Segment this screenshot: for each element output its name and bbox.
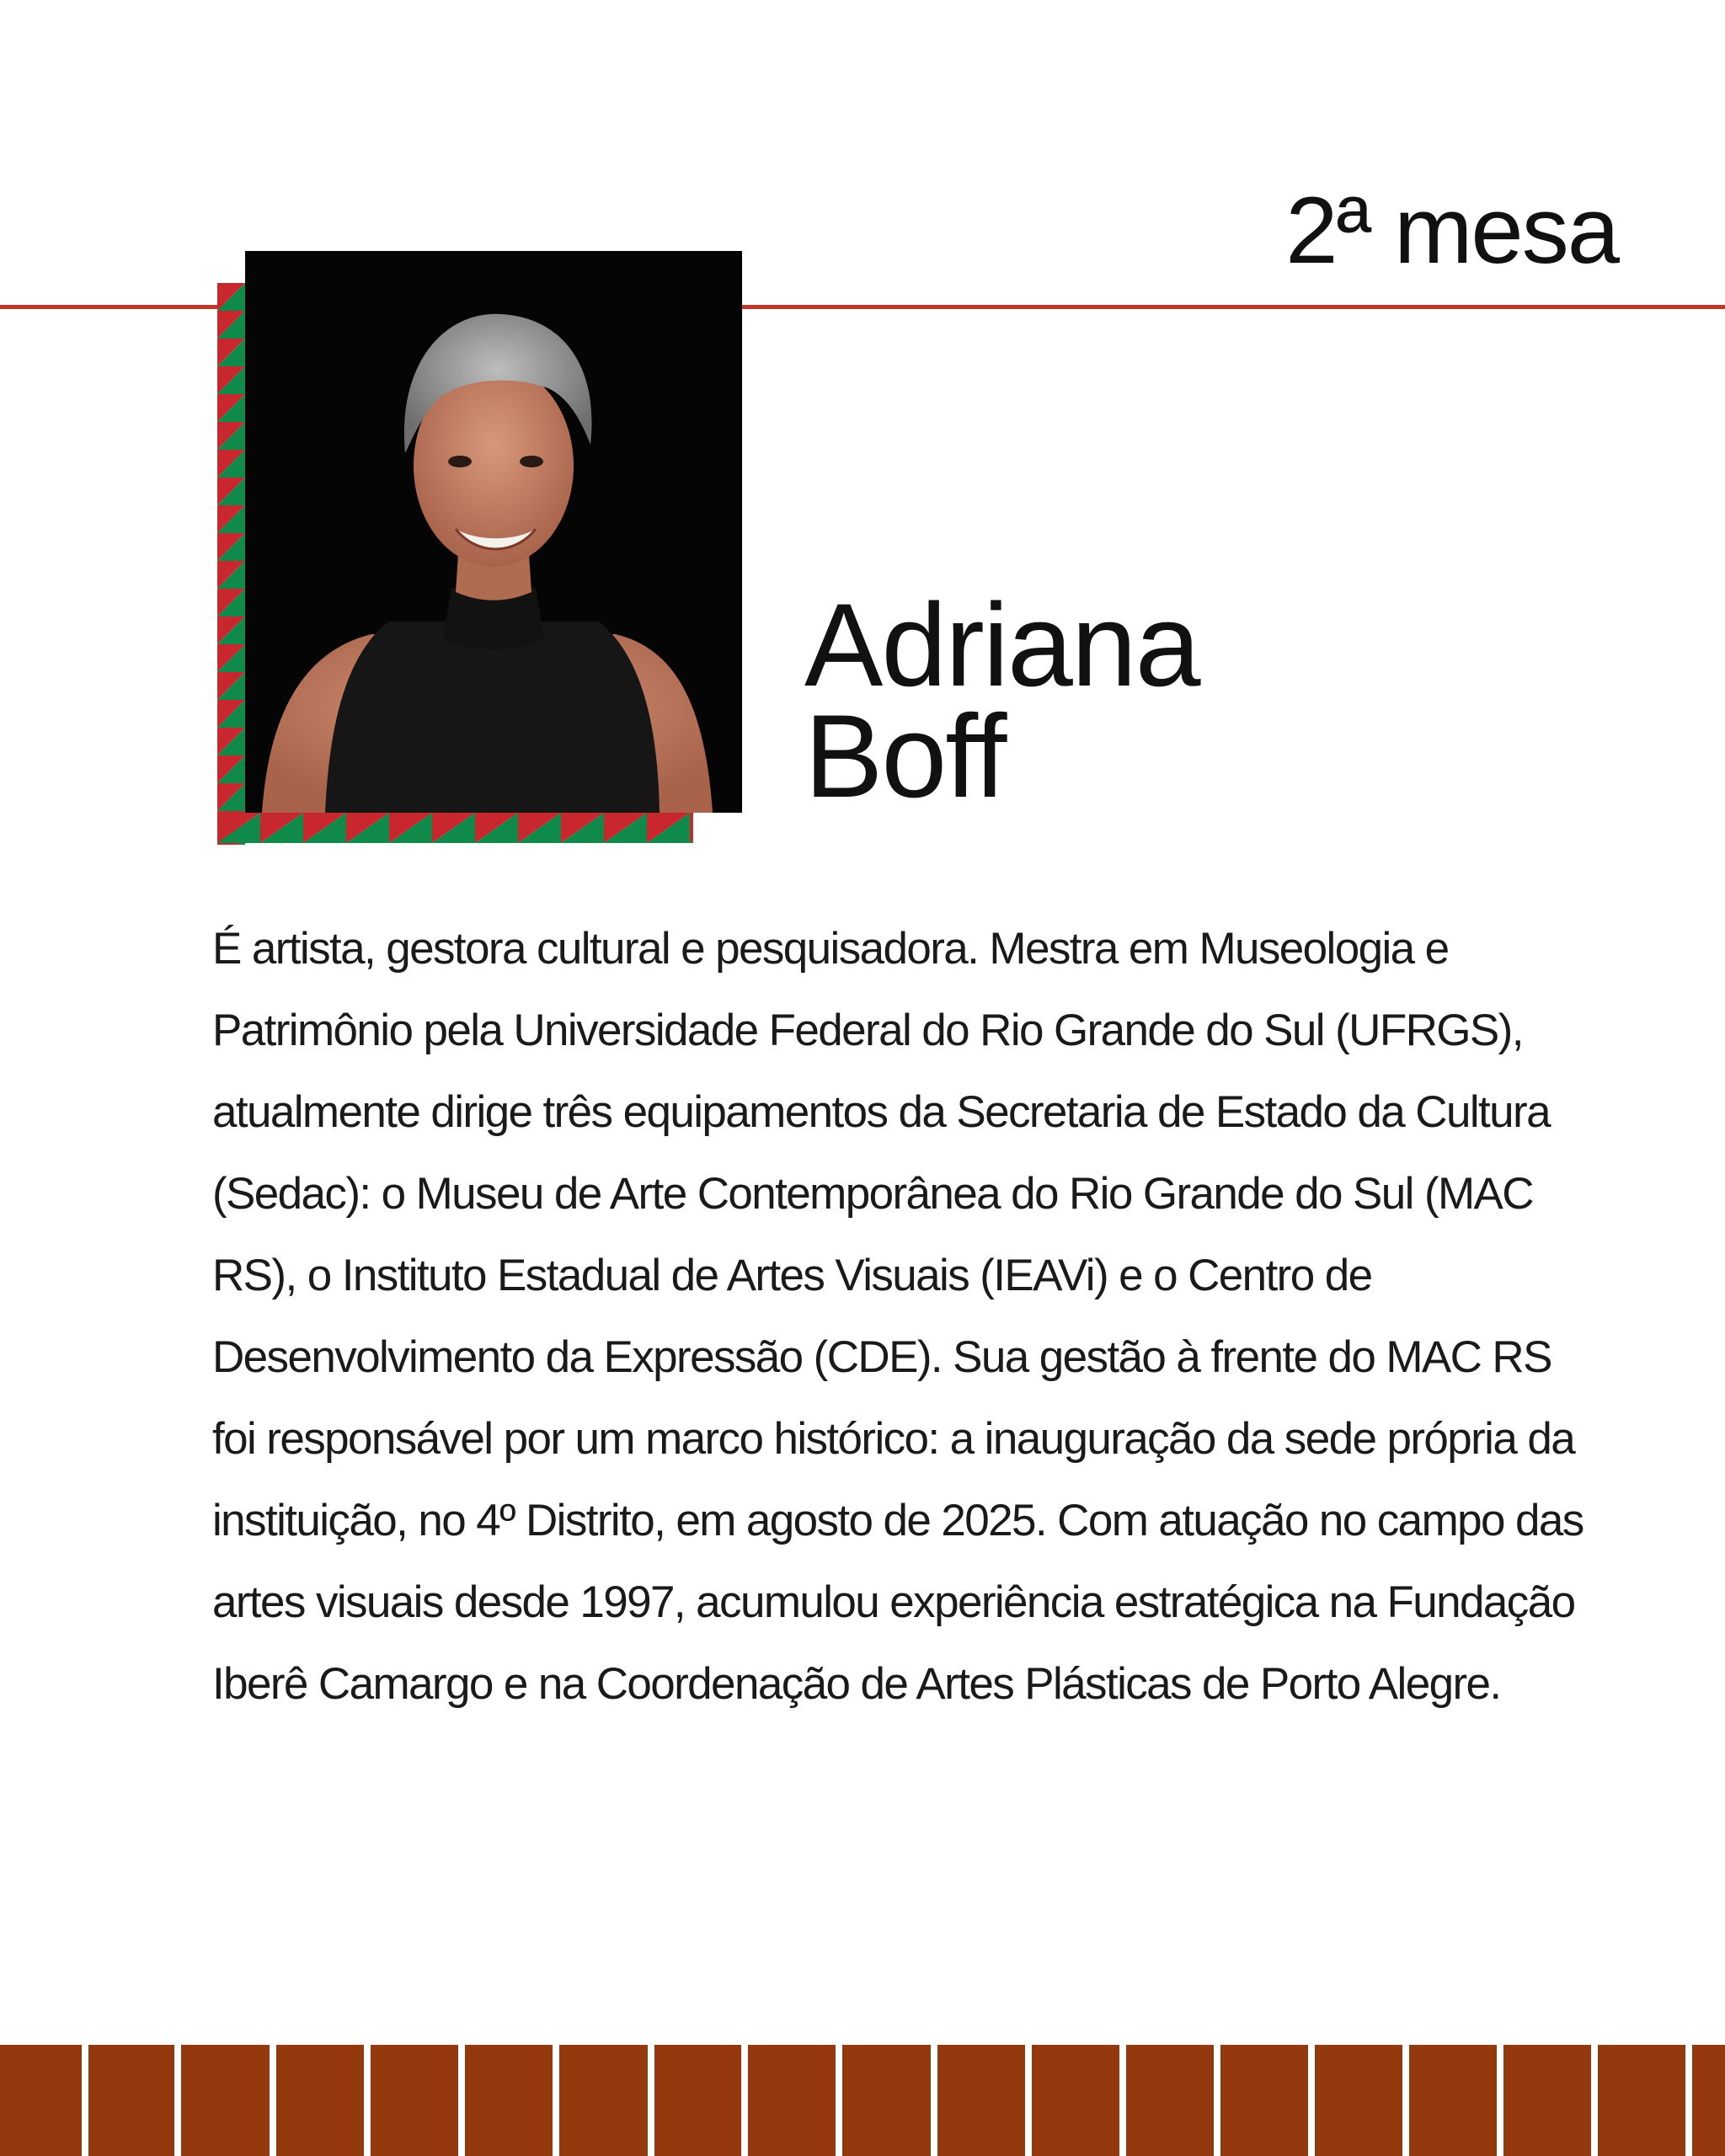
triangle-pattern-left (217, 283, 245, 845)
session-label: 2ª mesa (1285, 178, 1618, 283)
stripe-band (0, 2045, 1725, 2156)
speaker-last-name: Boff (804, 690, 1006, 822)
stripe (0, 2045, 82, 2156)
stripe (1598, 2045, 1685, 2156)
stripe (1126, 2045, 1214, 2156)
stripe (276, 2045, 364, 2156)
stripe (842, 2045, 931, 2156)
stripe (371, 2045, 458, 2156)
triangle-pattern-bottom (217, 813, 693, 843)
stripe (559, 2045, 648, 2156)
stripe (465, 2045, 553, 2156)
stripe (748, 2045, 836, 2156)
speaker-bio (212, 908, 1594, 1725)
stripe (1032, 2045, 1119, 2156)
speaker-first-name: Adriana (804, 579, 1199, 711)
stripe (1503, 2045, 1591, 2156)
stripe (181, 2045, 270, 2156)
stripe (1692, 2045, 1725, 2156)
speaker-photo-frame (217, 251, 742, 845)
stripe (937, 2045, 1025, 2156)
stripe (1409, 2045, 1497, 2156)
speaker-bio-text: É artista, gestora cultural e pesquisadora. Mestra em Museologia e Patrimônio pela Universidade Federal do Rio Grande do Sul (UFRGS), atualmente dirige três equipamentos da Secretaria de Estado da Cultura (Sedac): o Museu de Arte Contemporânea do Rio Grande do Sul (MAC RS), o Instituto Estadual de Artes Visuais (IEAVi) e o Centro de Desenvolvimento da Expressão (CDE). Sua gestão à frente do MAC RS foi responsável por um marco histórico: a inauguração da sede própria da instituição, no 4º Distrito, em agosto de 2025. Com atuação no campo das artes visuais desde 1997, acumulou experiência estratégica na Fundação Iberê Camargo e na Coordenação de Artes Plásticas de Porto Alegre. (212, 924, 1583, 1709)
pattern-triangle (690, 813, 693, 843)
stripe (88, 2045, 174, 2156)
speaker-name (804, 579, 1199, 822)
speaker-portrait (245, 251, 742, 813)
stripe (1220, 2045, 1308, 2156)
stripe (1315, 2045, 1402, 2156)
stripe (654, 2045, 741, 2156)
